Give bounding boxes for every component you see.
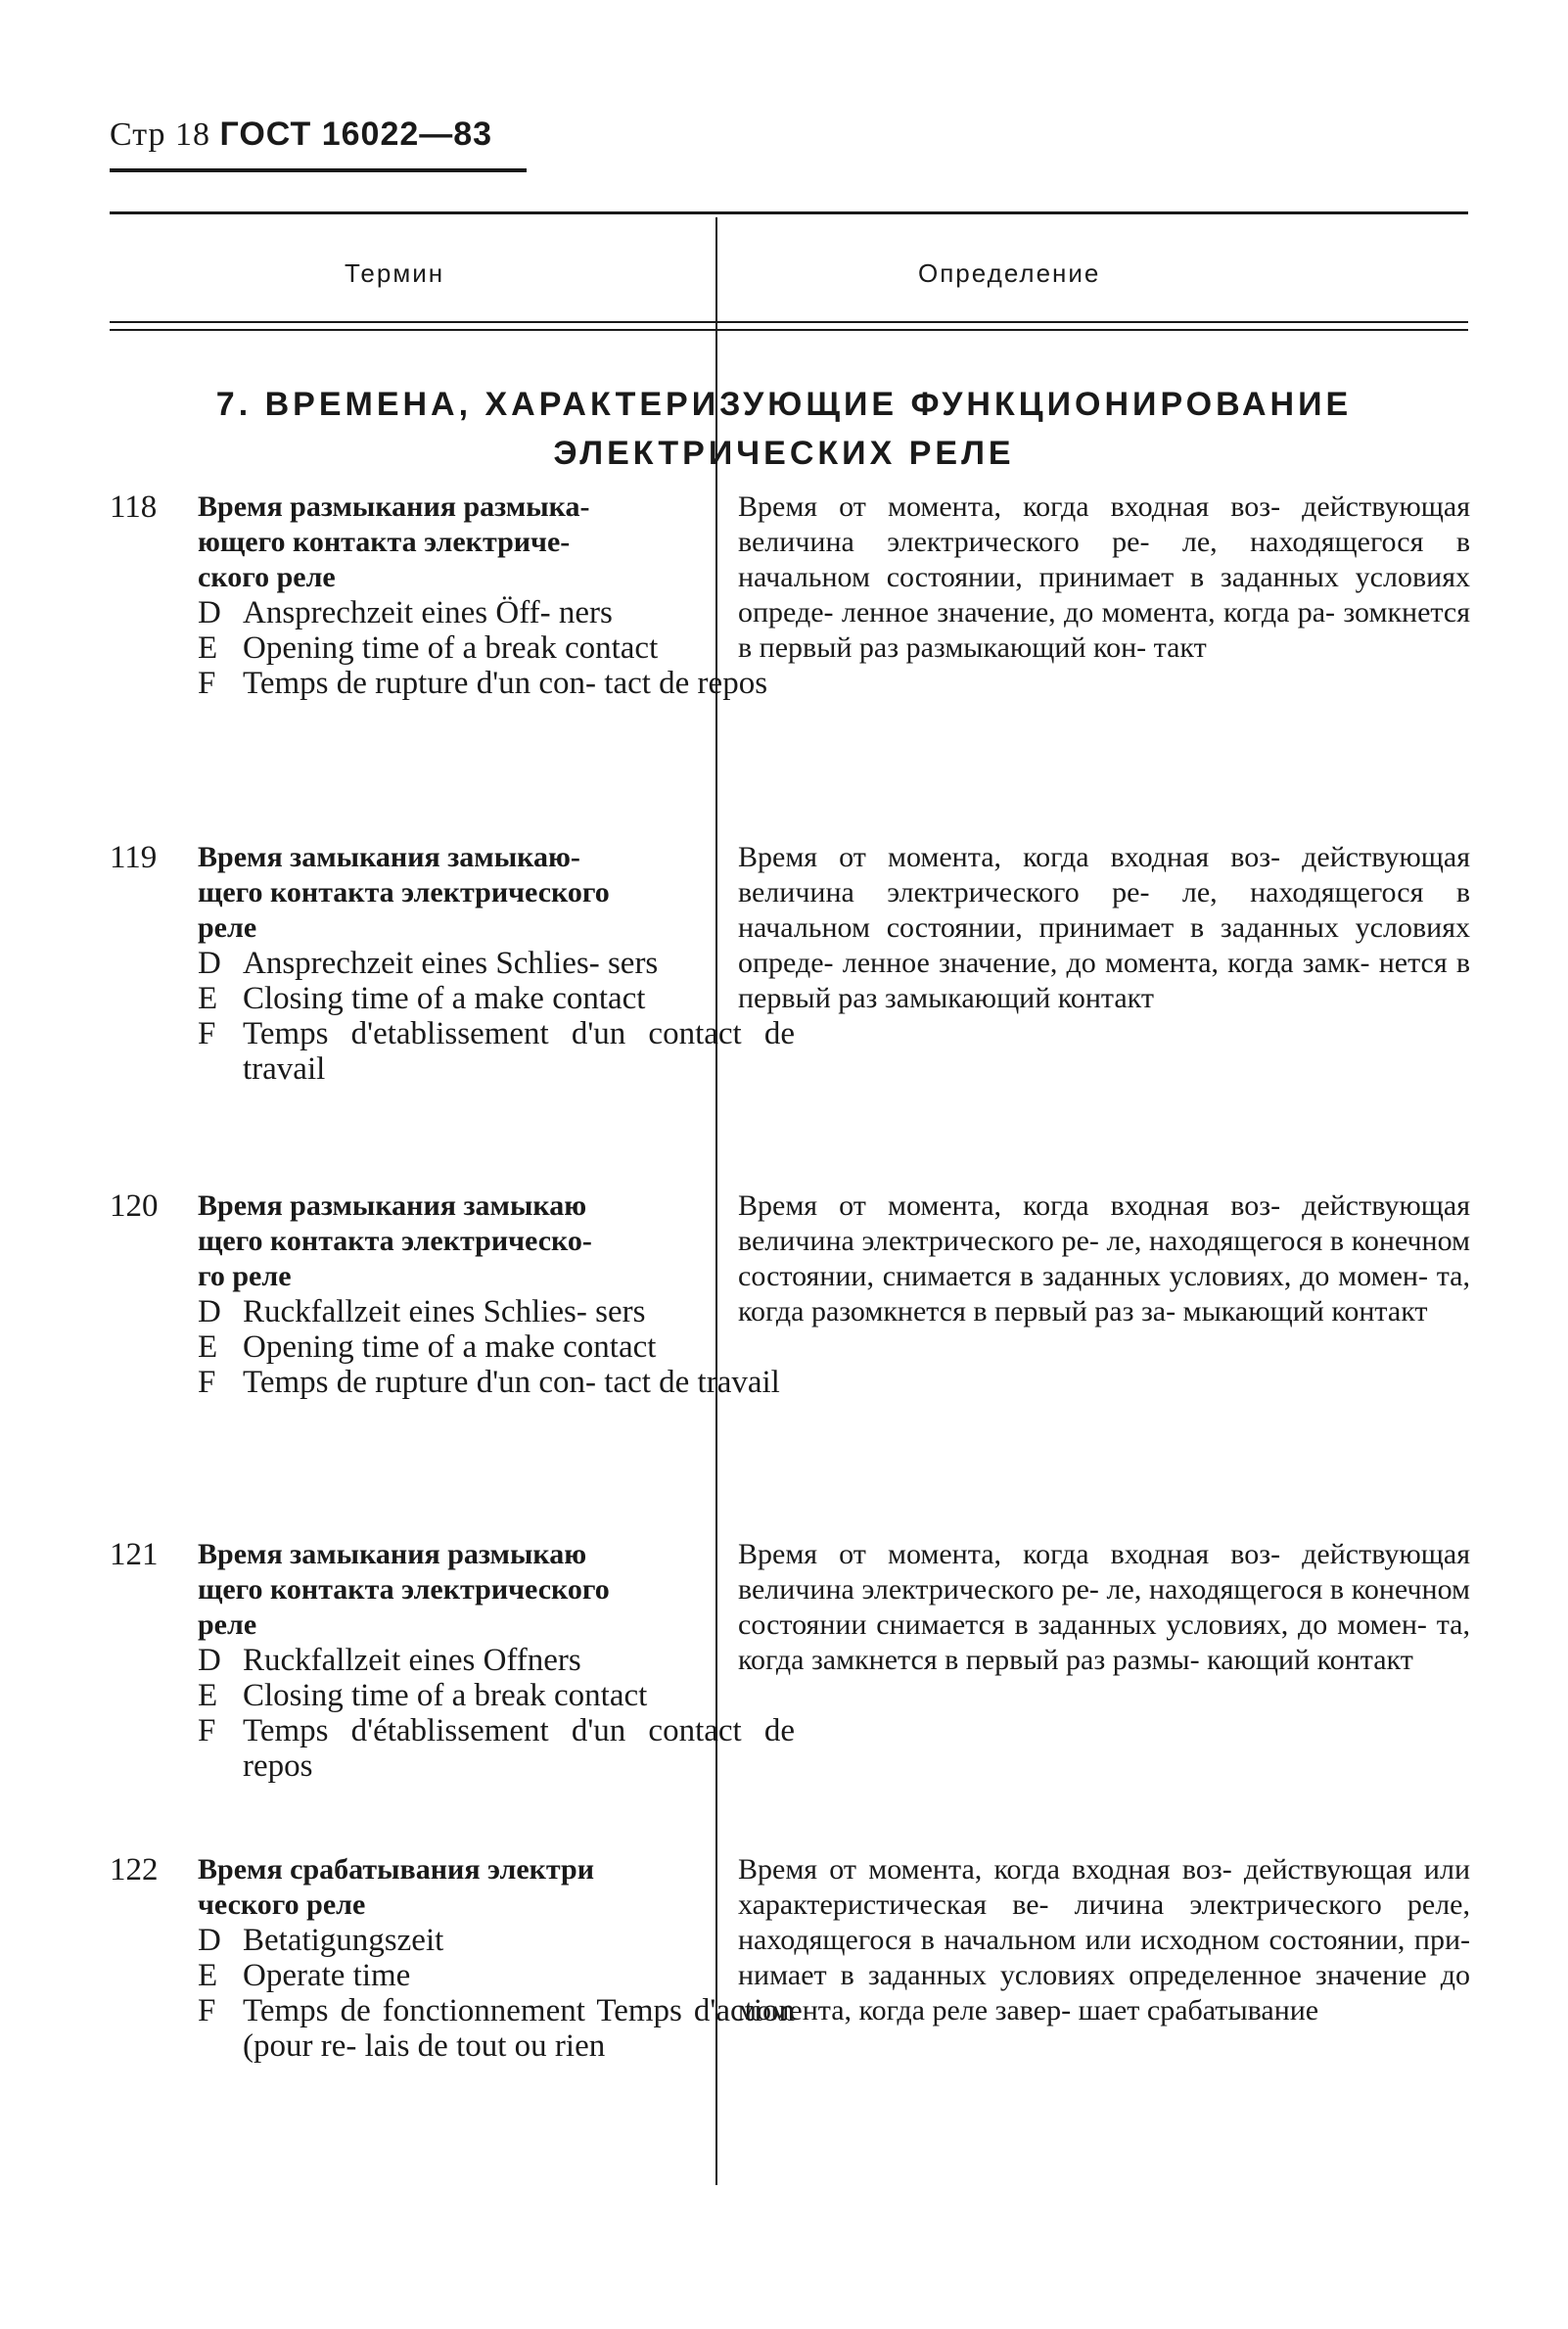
lang-code: D xyxy=(198,1294,221,1329)
translation-fr xyxy=(198,1993,795,2064)
term-column xyxy=(198,1852,795,2064)
term-line: ского реле xyxy=(198,561,336,593)
section-title xyxy=(0,380,1568,478)
translation-de xyxy=(198,1643,795,1678)
term-title xyxy=(198,1537,795,1643)
term-line: Время размыкания замыкаю xyxy=(198,1189,587,1222)
translation-text: Ansprechzeit eines Schlies- sers xyxy=(243,946,659,981)
term-line: ющего контакта электриче- xyxy=(198,526,571,558)
translation-en xyxy=(198,1678,795,1713)
translation-text: Ruckfallzeit eines Offners xyxy=(243,1643,581,1678)
column-header-term: Термин xyxy=(345,258,445,288)
term-title xyxy=(198,1188,795,1294)
lang-code: F xyxy=(198,1365,216,1400)
term-line: реле xyxy=(198,1608,257,1641)
lang-code: E xyxy=(198,981,218,1016)
definition-text: Время от момента, когда входная воз- действующая величина электрического ре- ле, находящегося в конечном состоянии снимается в заданных условиях, до момен- та, когда замкнется в первый раз размы- кающий контакт xyxy=(738,1538,1470,1676)
column-header-definition: Определение xyxy=(918,258,1101,288)
translation-fr xyxy=(198,1713,795,1784)
term-line: Время замыкания размыкаю xyxy=(198,1538,587,1570)
translation-fr xyxy=(198,1365,795,1400)
translation-text: Closing time of a make contact xyxy=(243,981,646,1016)
translation-text: Operate time xyxy=(243,1958,411,1993)
translation-text: Ruckfallzeit eines Schlies- sers xyxy=(243,1294,646,1329)
translation-fr xyxy=(198,666,795,701)
entry-number: 121 xyxy=(110,1537,159,1572)
term-title xyxy=(198,1852,795,1923)
term-line: Время замыкания замыкаю- xyxy=(198,841,580,873)
translation-text: Opening time of a make contact xyxy=(243,1329,657,1365)
term-line: Время срабатывания электри xyxy=(198,1853,594,1886)
lang-code: D xyxy=(198,1643,221,1678)
translation-de xyxy=(198,1923,795,1958)
section-title-line2: ЭЛЕКТРИЧЕСКИХ РЕЛЕ xyxy=(553,435,1015,472)
term-column xyxy=(198,1537,795,1784)
term-line: реле xyxy=(198,911,257,944)
term-line: Время размыкания размыка- xyxy=(198,490,590,523)
translation-en xyxy=(198,630,795,666)
translation-text: Temps d'établissement d'un contact de repos xyxy=(243,1713,795,1784)
definition-text: Время от момента, когда входная воз- действующая или характеристическая ве- личина электрического реле, находящегося в начальном или исходном состоянии, при- нимает в заданных условиях определенное значение до момента, когда реле завер- шает срабатывание xyxy=(738,1853,1470,2026)
lang-code: F xyxy=(198,1713,216,1748)
header-double-rule-b xyxy=(110,329,1468,331)
translation-en xyxy=(198,1329,795,1365)
translation-de xyxy=(198,1294,795,1329)
translation-text: Closing time of a break contact xyxy=(243,1678,648,1713)
header-double-rule-a xyxy=(110,321,1468,323)
definition-text: Время от момента, когда входная воз- действующая величина электрического ре- ле, находящегося в конечном состоянии, снимается в заданных условиях, до момен- та, когда разомкнется в первый раз за- мыкающий контакт xyxy=(738,1189,1470,1328)
term-line: го реле xyxy=(198,1260,292,1292)
lang-code: F xyxy=(198,666,216,701)
translation-en xyxy=(198,1958,795,1993)
lang-code: D xyxy=(198,1923,221,1958)
lang-code: D xyxy=(198,595,221,630)
translation-en xyxy=(198,981,795,1016)
term-line: щего контакта электрического xyxy=(198,1573,610,1606)
page-header xyxy=(110,116,492,154)
header-underline xyxy=(110,168,527,172)
translation-text: Temps de rupture d'un con- tact de repos xyxy=(243,666,768,701)
term-title xyxy=(198,840,795,946)
lang-code: E xyxy=(198,1329,218,1365)
term-column xyxy=(198,489,795,701)
translation-text: Temps d'etablissement d'un contact de travail xyxy=(243,1016,795,1087)
translation-text: Temps de rupture d'un con- tact de travail xyxy=(243,1365,780,1400)
translation-text: Ansprechzeit eines Öff- ners xyxy=(243,595,613,630)
table-top-rule xyxy=(110,211,1468,214)
lang-code: E xyxy=(198,1958,218,1993)
definition-text: Время от момента, когда входная воз- действующая величина электрического ре- ле, находящегося в начальном состоянии, принимает в заданных условиях опреде- ленное значение, до момента, когда замк- нется в первый раз замыкающий контакт xyxy=(738,841,1470,1014)
entry-number: 119 xyxy=(110,840,158,875)
translation-text: Opening time of a break contact xyxy=(243,630,659,666)
lang-code: F xyxy=(198,1016,216,1051)
translation-de xyxy=(198,595,795,630)
entry-number: 118 xyxy=(110,489,158,525)
translation-de xyxy=(198,946,795,981)
term-title xyxy=(198,489,795,595)
definition-text: Время от момента, когда входная воз- действующая величина электрического ре- ле, находящегося в начальном состоянии, принимает в заданных условиях опреде- ленное значение, до момента, когда ра- зомкнется в первый раз размыкающий кон- такт xyxy=(738,490,1470,664)
term-column xyxy=(198,840,795,1087)
lang-code: E xyxy=(198,1678,218,1713)
term-column xyxy=(198,1188,795,1400)
lang-code: F xyxy=(198,1993,216,2028)
translation-text: Temps de fonctionnement Temps d'action (pour re- lais de tout ou rien xyxy=(243,1993,795,2064)
translation-fr xyxy=(198,1016,795,1087)
section-title-line1: 7. ВРЕМЕНА, ХАРАКТЕРИЗУЮЩИЕ ФУНКЦИОНИРОВАНИЕ xyxy=(215,386,1353,423)
term-line: щего контакта электрическо- xyxy=(198,1225,592,1257)
lang-code: D xyxy=(198,946,221,981)
page-label: Стр 18 xyxy=(110,116,211,153)
entry-number: 122 xyxy=(110,1852,159,1887)
term-line: ческого реле xyxy=(198,1888,366,1921)
translation-text: Betatigungszeit xyxy=(243,1923,444,1958)
standard-ref: ГОСТ 16022—83 xyxy=(219,116,493,153)
term-line: щего контакта электрического xyxy=(198,876,610,908)
lang-code: E xyxy=(198,630,218,666)
entry-number: 120 xyxy=(110,1188,159,1224)
